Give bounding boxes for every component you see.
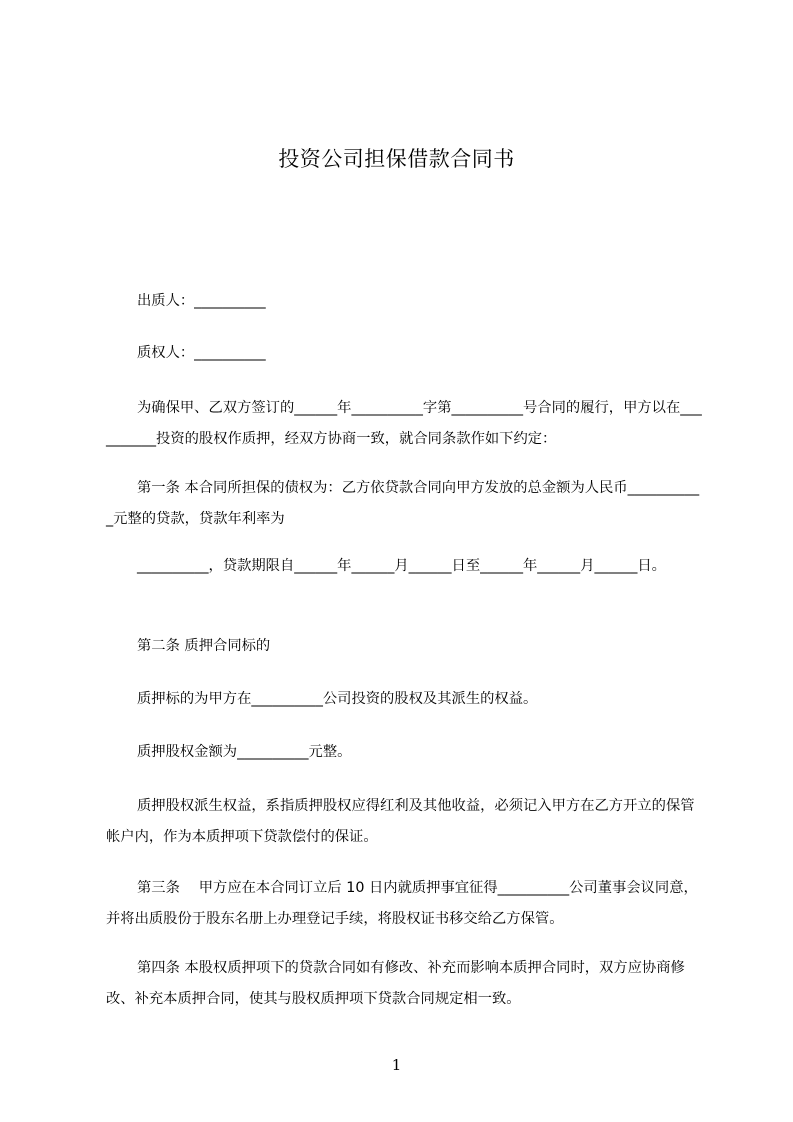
page-number: 1 xyxy=(391,1056,402,1074)
pledge-amount-paragraph: 质押股权金额为__________元整。 xyxy=(137,744,352,760)
article-one-paragraph: 第一条 本合同所担保的债权为：乙方依贷款合同向甲方发放的总金额为人民币___________元整的贷款，贷款年利率为 xyxy=(106,480,700,527)
article-three-paragraph: 第三条 甲方应在本合同订立后 10 日内就质押事宜征得__________公司董事会议同意，并将出质股份于股东名册上办理登记手续，将股权证书移交给乙方保管。 xyxy=(106,880,698,927)
article-four-paragraph: 第四条 本股权质押项下的贷款合同如有修改、补充而影响本质押合同时，双方应协商修改、补充本质押合同，使其与股权质押项下贷款合同规定相一致。 xyxy=(106,960,685,1007)
loan-term-paragraph: __________，贷款期限自______年______月______日至______年______月______日。 xyxy=(137,558,666,574)
pledgee-line: 质权人：__________ xyxy=(137,345,266,361)
preamble-paragraph: 为确保甲、乙双方签订的______年__________字第__________号合同的履行，甲方以在__________投资的股权作质押，经双方协商一致，就合同条款作如下约定： xyxy=(106,400,702,447)
pledge-subject-paragraph: 质押标的为甲方在__________公司投资的股权及其派生的权益。 xyxy=(137,691,538,707)
article-two-heading: 第二条 质押合同标的 xyxy=(137,638,271,654)
derived-rights-paragraph: 质押股权派生权益，系指质押股权应得红利及其他收益，必须记入甲方在乙方开立的保管帐户内，作为本质押项下贷款偿付的保证。 xyxy=(106,798,695,845)
document-title: 投资公司担保借款合同书 xyxy=(278,147,515,171)
pledgor-line: 出质人：__________ xyxy=(137,293,266,309)
